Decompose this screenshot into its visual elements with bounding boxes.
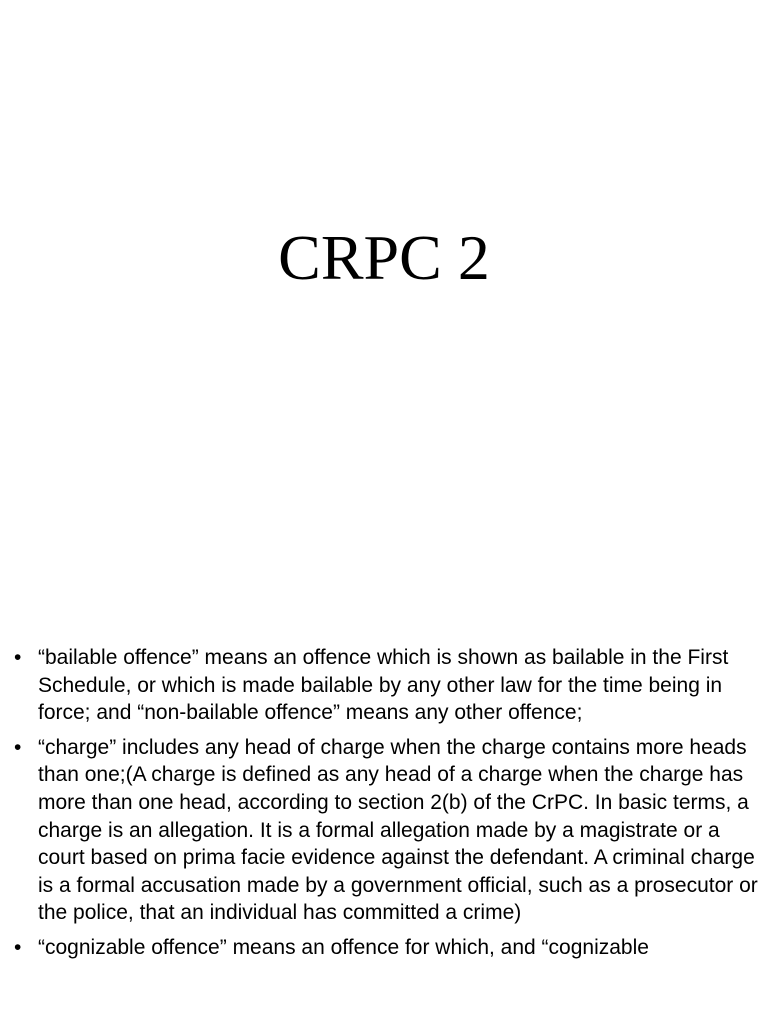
bullet-item-bailable-offence [14,644,758,727]
bullet-text: “bailable offence” means an offence which is shown as bailable in the First Schedule, or which is made bailable by any other law for the time being in force; and “non-bailable offence” means any other offence; [38,646,729,725]
bullet-item-cognizable-offence [14,934,758,962]
bullet-glyph: • [14,646,22,669]
bullet-item-charge [14,734,758,927]
bullet-list [14,644,758,969]
bullet-text: “charge” includes any head of charge when the charge contains more heads than one;(A charge is defined as any head of a charge when the charge has more than one head, according to section 2(b) of the CrPC. In basic terms, a charge is an allegation. It is a formal allegation made by a magistrate or a court based on prima facie evidence against the defendant. A criminal charge is a formal accusation made by a government official, such as a prosecutor or the police, that an individual has committed a crime) [38,735,758,925]
bullet-glyph: • [14,735,22,759]
bullet-glyph: • [14,935,22,959]
slide-title: CRPC 2 [278,222,490,293]
bullet-text: “cognizable offence” means an offence for which, and “cognizable [38,935,649,959]
